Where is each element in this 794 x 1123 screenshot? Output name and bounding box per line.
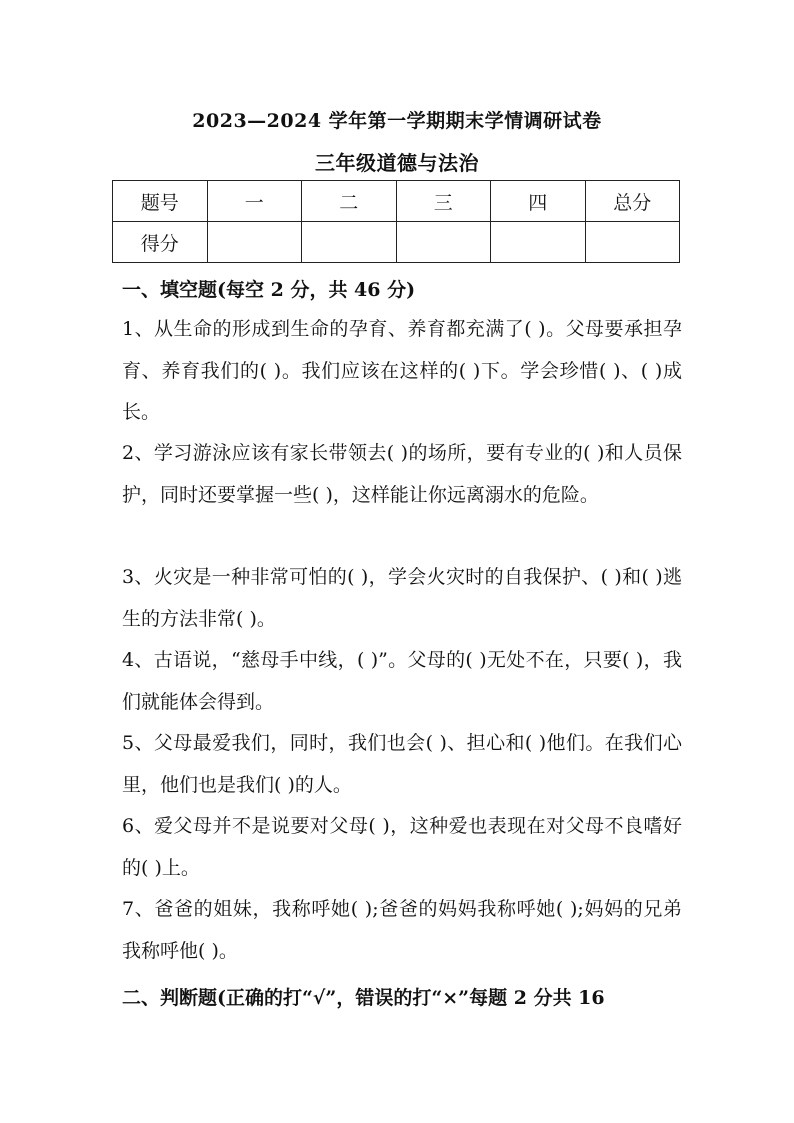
question-1: 1、从生命的形成到生命的孕育、养育都充满了( )。父母要承担孕育、养育我们的( )。我们应该在这样的( )下。学会珍惜( )、( )成长。	[122, 318, 682, 423]
section-heading-fill-blank: 一、填空题(每空 2 分，共 46 分)	[122, 279, 416, 301]
score-cell[interactable]	[207, 222, 302, 263]
question-6: 6、爱父母并不是说要对父母( )，这种爱也表现在对父母不良嗜好的( )上。	[122, 815, 682, 879]
score-table-header-row	[113, 181, 680, 222]
score-cell: 三	[396, 181, 491, 222]
score-cell[interactable]	[302, 222, 397, 263]
exam-subtitle: 三年级道德与法治	[315, 151, 479, 175]
question-7: 7、爸爸的姐妹，我称呼她( );爸爸的妈妈我称呼她( );妈妈的兄弟我称呼他( )。	[122, 898, 682, 962]
exam-title: 2023—2024 学年第一学期期末学情调研试卷	[192, 110, 602, 132]
score-cell: 四	[491, 181, 586, 222]
question-2: 2、学习游泳应该有家长带领去( )的场所，要有专业的( )和人员保护，同时还要掌握一些( )，这样能让你远离溺水的危险。	[122, 442, 682, 506]
score-cell: 得分	[113, 222, 208, 263]
score-cell: 一	[207, 181, 302, 222]
score-cell[interactable]	[491, 222, 586, 263]
score-table-score-row	[113, 222, 680, 263]
score-cell: 总分	[585, 181, 680, 222]
score-cell: 题号	[113, 181, 208, 222]
score-cell: 二	[302, 181, 397, 222]
score-cell[interactable]	[396, 222, 491, 263]
question-3: 3、火灾是一种非常可怕的( )，学会火灾时的自我保护、( )和( )逃生的方法非常( )。	[122, 566, 682, 630]
section-heading-true-false: 二、判断题(正确的打“√”，错误的打“×”每题 2 分共 16	[122, 987, 605, 1009]
score-table	[112, 180, 680, 263]
question-5: 5、父母最爱我们，同时，我们也会( )、担心和( )他们。在我们心里，他们也是我们( )的人。	[122, 732, 682, 796]
question-4: 4、古语说，“慈母手中线，( )”。父母的( )无处不在，只要( )，我们就能体会得到。	[122, 649, 682, 713]
score-cell[interactable]	[585, 222, 680, 263]
